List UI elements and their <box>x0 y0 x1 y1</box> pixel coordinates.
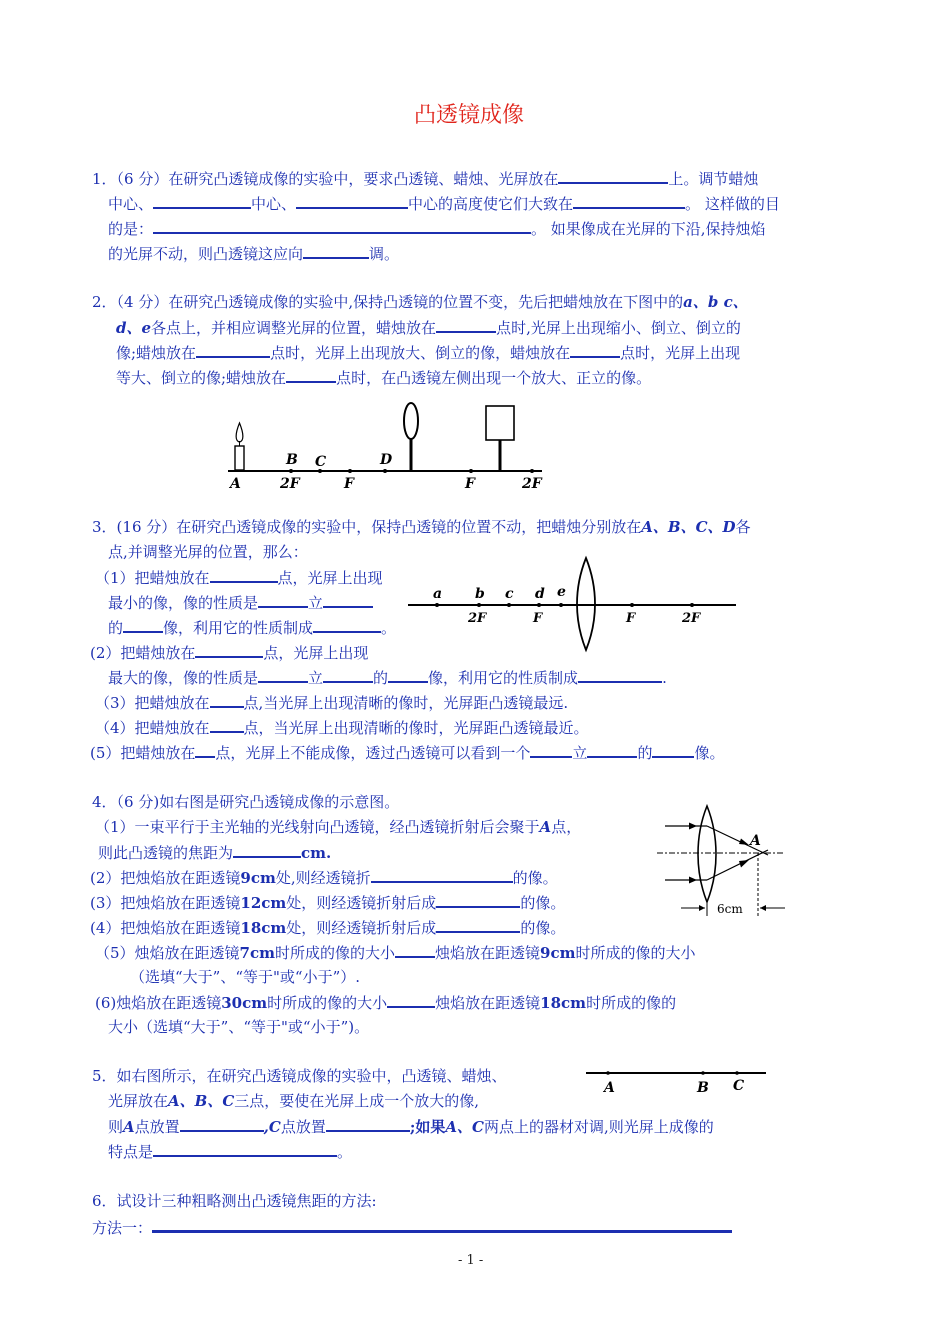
q3-text: (5）把蜡烛放在 <box>90 744 196 762</box>
q2-text: 点时，光屏上出现放大、倒立的像，蜡烛放在 <box>270 344 571 362</box>
q2-text: 点时，在凸透镜左侧出现一个放大、正立的像。 <box>336 369 652 387</box>
q4-text: （5）烛焰放在距透镜 <box>95 944 240 962</box>
q5-line-3 <box>108 1116 714 1137</box>
q1-text: 中心、 <box>251 195 297 213</box>
q2-blank-2[interactable] <box>196 342 270 358</box>
q3-text: 点,当光屏上出现清晰的像时，光屏距凸透镜最远. <box>243 694 569 712</box>
q4-value: 7cm <box>239 944 275 962</box>
q4-s6-line-1 <box>95 992 676 1013</box>
label-D: D <box>380 452 393 468</box>
label-B: B <box>697 1080 709 1096</box>
q5-blank-2[interactable] <box>326 1116 410 1132</box>
q2-text: 各点上，并相应调整光屏的位置，蜡烛放在 <box>151 319 437 337</box>
label-F-right: F <box>626 611 636 626</box>
label-F-left: F <box>533 611 543 626</box>
q3-line-1 <box>92 517 751 537</box>
q4-text: (4）把烛焰放在距透镜 <box>90 919 241 937</box>
label-B: B <box>286 452 298 468</box>
q3-blank-11[interactable] <box>210 692 244 708</box>
lens-icon <box>698 806 716 902</box>
q5-text: 点放置 <box>134 1118 180 1136</box>
label-d: d <box>535 586 545 602</box>
q3-text: 点，当光屏上出现清晰的像时，光屏距凸透镜最近。 <box>243 719 589 737</box>
page-number: - 1 - <box>458 1253 484 1268</box>
q3-blank-7[interactable] <box>258 667 308 683</box>
label-c: c <box>505 586 514 602</box>
label-A: A <box>230 476 241 492</box>
q3-blank-9[interactable] <box>388 667 428 683</box>
q4-text: 时所成的像的 <box>586 994 677 1012</box>
label-2F-right: 2F <box>522 476 542 492</box>
q3-optical-bench-figure <box>404 558 740 658</box>
q3-text: 的 <box>373 669 389 687</box>
q6-text: 方法一： <box>92 1219 153 1237</box>
q4-s2-line <box>90 867 558 888</box>
q2-line-2 <box>116 317 741 338</box>
q5-points: A、C <box>445 1118 484 1136</box>
q3-text: 最小的像，像的性质是 <box>108 594 259 612</box>
label-b: b <box>475 586 485 602</box>
q4-text: 的像。 <box>520 919 566 937</box>
q4-s4-line <box>90 917 565 938</box>
lens-icon <box>404 403 418 471</box>
q4-s3-line <box>90 892 565 913</box>
q5-text: 三点，要使在光屏上成一个放大的像, <box>234 1092 480 1110</box>
label-A: A <box>750 833 761 849</box>
q2-line-4 <box>116 367 651 388</box>
q4-s5-line-2: （选填“大于”、“等于"或“小于”）. <box>130 968 361 986</box>
q1-blank-6[interactable] <box>303 243 369 259</box>
label-A: A <box>604 1080 615 1096</box>
q1-blank-4[interactable] <box>573 193 685 209</box>
q3-text: 各 <box>735 518 751 536</box>
q2-line-3 <box>116 342 740 363</box>
q4-text: 的像。 <box>512 869 558 887</box>
point-F-right <box>630 603 634 607</box>
q1-blank-3[interactable] <box>296 193 408 209</box>
q3-s4-line <box>95 717 589 738</box>
label-e: e <box>557 584 566 600</box>
q5-line-1: 5．如右图所示，在研究凸透镜成像的实验中，凸透镜、蜡烛、 <box>92 1067 507 1085</box>
page-title: 凸透镜成像 <box>414 103 525 128</box>
point-C <box>735 1071 739 1075</box>
q1-text: 1．（6 分）在研究凸透镜成像的实验中，要求凸透镜、蜡烛、光屏放在 <box>92 170 559 188</box>
q4-blank-4[interactable] <box>436 917 520 933</box>
q1-text: 。 这样做的目 <box>685 195 780 213</box>
q5-blank-1[interactable] <box>180 1116 264 1132</box>
q2-text: 像;蜡烛放在 <box>116 344 197 362</box>
q5-points: A、B、C <box>168 1092 235 1110</box>
q4-blank-1[interactable] <box>233 842 301 858</box>
q1-blank-5[interactable] <box>153 218 531 234</box>
point-d <box>537 603 541 607</box>
q3-text: 点，光屏上出现 <box>277 569 383 587</box>
q5-text: 点放置 <box>280 1118 326 1136</box>
q3-text: （1）把蜡烛放在 <box>95 569 210 587</box>
q3-text: 立 <box>308 594 324 612</box>
q4-value: 30cm <box>221 994 268 1012</box>
q2-text: 2．（4 分）在研究凸透镜成像的实验中,保持凸透镜的位置不变，先后把蜡烛放在下图中的 <box>92 293 684 311</box>
q3-blank-8[interactable] <box>323 667 373 683</box>
point-A <box>606 1071 610 1075</box>
q5-blank-3[interactable] <box>153 1141 337 1157</box>
q4-text: 烛焰放在距透镜 <box>435 994 541 1012</box>
q1-blank-1[interactable] <box>558 168 668 184</box>
q3-blank-2[interactable] <box>258 592 308 608</box>
q3-text: 3．(16 分）在研究凸透镜成像的实验中，保持凸透镜的位置不动，把蜡烛分别放在 <box>92 518 642 536</box>
point-F-left <box>348 469 352 473</box>
q6-line-2 <box>92 1216 732 1238</box>
q4-s6-line-2: 大小（选填“大于”、“等于"或“小于”)。 <box>108 1018 370 1036</box>
q4-value: 18cm <box>540 994 587 1012</box>
screen-icon <box>486 406 514 471</box>
q3-blank-1[interactable] <box>210 567 278 583</box>
q6-line-1: 6．试设计三种粗略测出凸透镜焦距的方法: <box>92 1192 377 1210</box>
q4-text: 时所成的像的大小 <box>275 944 396 962</box>
q1-text: 中心、 <box>108 195 154 213</box>
q3-line-2: 点,并调整光屏的位置，那么： <box>108 543 308 561</box>
q4-text: 处，则经透镜折射后成 <box>286 919 437 937</box>
q4-text: 处,则经透镜折 <box>275 869 371 887</box>
point-B <box>701 1071 705 1075</box>
q3-text: 的 <box>108 619 124 637</box>
q3-blank-6[interactable] <box>195 642 263 658</box>
point-2F-right <box>690 603 694 607</box>
q3-s3-line <box>95 692 568 713</box>
q4-value: 18cm <box>240 919 287 937</box>
q1-line-2 <box>108 193 780 214</box>
label-6cm: 6cm <box>717 902 743 916</box>
candle-icon <box>235 423 244 470</box>
q5-text: 特点是 <box>108 1143 154 1161</box>
point-b <box>477 603 481 607</box>
q2-line-1 <box>92 292 748 312</box>
q4-point: A <box>539 818 552 836</box>
q3-text: 像，利用它的性质制成 <box>163 619 314 637</box>
q4-text: （1）一束平行于主光轴的光线射向凸透镜，经凸透镜折射后会聚于 <box>95 818 540 836</box>
q3-text: 最大的像，像的性质是 <box>108 669 259 687</box>
q1-text: 调。 <box>369 245 400 263</box>
q4-text: (3）把烛焰放在距透镜 <box>90 894 241 912</box>
q4-blank-3[interactable] <box>436 892 520 908</box>
point-F-right <box>469 469 473 473</box>
q3-s2-line-1 <box>90 642 368 663</box>
q4-text: 烛焰放在距透镜 <box>435 944 541 962</box>
q4-s5-line-1 <box>95 942 696 963</box>
q3-text: 像，利用它的性质制成 <box>428 669 579 687</box>
q1-text: 中心的高度使它们大致在 <box>408 195 574 213</box>
q5-text: 。 <box>337 1143 353 1161</box>
q3-blank-10[interactable] <box>578 667 662 683</box>
label-a: a <box>433 586 443 602</box>
q3-text: 像。 <box>694 744 725 762</box>
q4-blank-5[interactable] <box>395 942 435 958</box>
label-2F-right: 2F <box>682 611 701 626</box>
q3-text: (2）把蜡烛放在 <box>90 644 196 662</box>
label-C: C <box>733 1078 745 1094</box>
q2-optical-bench-figure <box>220 398 550 498</box>
q3-s1-line-2 <box>108 592 373 613</box>
q4-text: 点， <box>551 818 582 836</box>
label-2F-left: 2F <box>280 476 300 492</box>
q3-s1-line-3 <box>108 617 396 638</box>
q4-line-1: 4．（6 分)如右图是研究凸透镜成像的示意图。 <box>92 793 400 811</box>
q4-text: 的像。 <box>520 894 566 912</box>
q3-text: （3）把蜡烛放在 <box>95 694 210 712</box>
point-B <box>289 469 293 473</box>
q3-s1-line-1 <box>95 567 383 588</box>
q3-text: 的 <box>637 744 653 762</box>
q1-line-1 <box>92 168 758 189</box>
q3-blank-12[interactable] <box>210 717 244 733</box>
q5-text: 两点上的器材对调,则光屏上成像的 <box>483 1118 714 1136</box>
q5-line-4 <box>108 1141 352 1162</box>
q5-text: ;如果 <box>409 1118 446 1136</box>
point-a <box>435 603 439 607</box>
q5-text: 光屏放在 <box>108 1092 169 1110</box>
point-D <box>383 469 387 473</box>
q2-blank-1[interactable] <box>436 317 496 333</box>
q3-blank-16[interactable] <box>652 742 694 758</box>
q3-s2-line-2 <box>108 667 667 688</box>
point-c <box>507 603 511 607</box>
label-C: C <box>315 454 327 470</box>
q3-text: 点，光屏上不能成像，透过凸透镜可以看到一个 <box>215 744 531 762</box>
q2-text: 点时，光屏上出现 <box>620 344 741 362</box>
q5-point: A <box>123 1118 135 1136</box>
q1-line-4 <box>108 243 399 264</box>
q4-text: 时所成的像的大小 <box>267 994 388 1012</box>
label-2F-left: 2F <box>468 611 487 626</box>
q3-blank-15[interactable] <box>587 742 637 758</box>
q4-text: 时所成的像的大小 <box>575 944 696 962</box>
q1-text: 。 如果像成在光屏的下沿,保持烛焰 <box>531 220 766 238</box>
q3-text: 立 <box>308 669 324 687</box>
q4-unit: cm. <box>301 844 332 862</box>
q1-text: 的光屏不动，则凸透镜这应向 <box>108 245 304 263</box>
q2-points: d、e <box>116 319 152 337</box>
q5-text: 则 <box>108 1118 124 1136</box>
q3-text: . <box>662 669 667 687</box>
point-e <box>559 603 563 607</box>
q4-value: 12cm <box>240 894 287 912</box>
q4-s1-line-2 <box>98 842 331 863</box>
q5-line-2 <box>108 1091 479 1111</box>
label-F-left: F <box>344 476 354 492</box>
q3-points: A、B、C、D <box>641 518 736 536</box>
q2-text: 点时,光屏上出现缩小、倒立、倒立的 <box>496 319 741 337</box>
q4-text: (2）把烛焰放在距透镜 <box>90 869 241 887</box>
q4-value: 9cm <box>240 869 276 887</box>
q4-s1-line-1 <box>95 817 581 837</box>
q4-text: 处，则经透镜折射后成 <box>286 894 437 912</box>
q4-blank-6[interactable] <box>387 992 435 1008</box>
q1-blank-2[interactable] <box>153 193 251 209</box>
q1-line-3 <box>108 218 766 239</box>
q3-blank-13[interactable] <box>195 742 215 758</box>
label-F-right: F <box>465 476 475 492</box>
q4-value: 9cm <box>540 944 576 962</box>
q3-s5-line <box>90 742 724 763</box>
q3-blank-4[interactable] <box>123 617 163 633</box>
q2-text: 等大、倒立的像;蜡烛放在 <box>116 369 287 387</box>
point-2F-right <box>530 469 534 473</box>
q1-text: 上。调节蜡烛 <box>668 170 759 188</box>
q4-text: (6)烛焰放在距透镜 <box>95 994 222 1012</box>
q4-focus-figure <box>655 800 790 925</box>
q3-blank-5[interactable] <box>313 617 381 633</box>
q3-blank-14[interactable] <box>530 742 572 758</box>
q3-text: 立 <box>572 744 588 762</box>
q2-blank-4[interactable] <box>286 367 336 383</box>
q2-points: a、b c、 <box>683 293 748 311</box>
q6-blank-method-1[interactable] <box>152 1216 732 1233</box>
q3-blank-3[interactable] <box>323 592 373 608</box>
q5-points-figure <box>584 1064 770 1098</box>
q3-text: （4）把蜡烛放在 <box>95 719 210 737</box>
q3-text: 。 <box>381 619 397 637</box>
q5-point: ,C <box>263 1118 281 1136</box>
q3-text: 点，光屏上出现 <box>263 644 369 662</box>
q1-text: 的是： <box>108 220 154 238</box>
q2-blank-3[interactable] <box>570 342 620 358</box>
q4-blank-2[interactable] <box>371 867 513 883</box>
q4-text: 则此凸透镜的焦距为 <box>98 844 234 862</box>
